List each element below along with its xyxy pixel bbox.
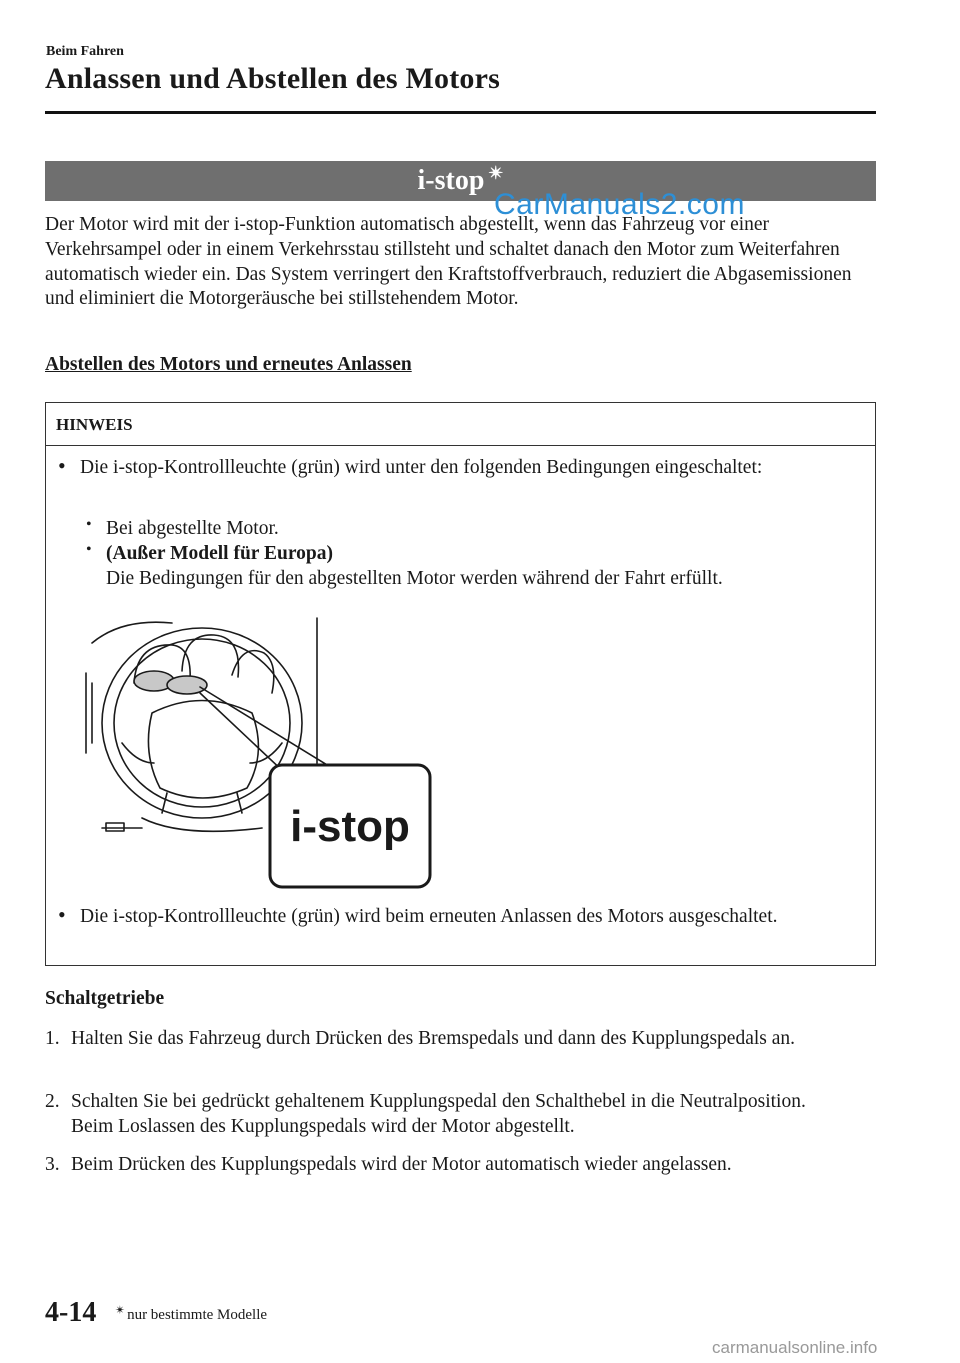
istop-indicator-glow	[167, 676, 207, 694]
airbag-hub	[148, 701, 258, 799]
note-bullet-1: Die i-stop-Kontrollleuchte (grün) wird unter den folgenden Bedingungen eingeschaltet:	[80, 457, 763, 478]
steering-wheel-inner	[114, 639, 290, 807]
page-number: 4-14	[45, 1297, 97, 1328]
footnote	[115, 1303, 268, 1324]
dash-line	[92, 622, 172, 643]
title-rule	[45, 111, 876, 114]
spoke-lower	[237, 793, 242, 813]
spoke-right	[250, 743, 282, 763]
step-1	[45, 1027, 835, 1077]
dash-line	[142, 818, 262, 831]
bullet-icon: •	[58, 902, 66, 927]
note-box	[45, 402, 876, 966]
step-text: Beim Drücken des Kupplungspedals wird der Motor automatisch wieder angelassen.	[71, 1154, 732, 1175]
spoke-lower	[162, 793, 167, 813]
note-sub-bullet-1: Bei abgestellte Motor.	[106, 518, 279, 539]
section-banner	[45, 161, 876, 201]
note-sub-bullet-2	[106, 542, 846, 592]
intro-paragraph: Der Motor wird mit der i-stop-Funktion automatisch abgestellt, wenn das Fahrzeug vor einer Verkehrsampel oder in einem Verkehrsstau stillsteht und schaltet danach den Motor zum Weiterfahren automatisch wieder ein. Das System verringert den Kraftstoffverbrauch, reduziert die Abgasemissionen und eliminiert die Motorgeräusche bei stillstehendem Motor.	[45, 214, 852, 310]
banner-title: i-stop	[417, 165, 485, 196]
note-label: HINWEIS	[56, 415, 133, 434]
section-label: Beim Fahren	[46, 44, 124, 59]
dashboard-illustration	[82, 613, 442, 893]
schaltgetriebe-heading: Schaltgetriebe	[45, 988, 165, 1009]
page-title: Anlassen und Abstellen des Motors	[45, 62, 501, 95]
sub-bullet-2-heading: (Außer Modell für Europa)	[106, 543, 333, 564]
step-3	[45, 1153, 865, 1179]
step-number: 2.	[45, 1091, 60, 1112]
optional-feature-star-icon: ✴	[488, 162, 504, 183]
sub-bullet-2-text: Die Bedingungen für den abgestellten Motor werden während der Fahrt erfüllt.	[106, 567, 723, 589]
watermark-bottom[interactable]: carmanualsonline.info	[712, 1338, 878, 1357]
footnote-text: nur bestimmte Modelle	[127, 1307, 268, 1323]
step-number: 1.	[45, 1028, 60, 1049]
note-bullet-2: Die i-stop-Kontrollleuchte (grün) wird beim erneuten Anlassen des Motors ausgeschaltet.	[80, 906, 778, 927]
step-text: Schalten Sie bei gedrückt gehaltenem Kupplungspedal den Schalthebel in die Neutralposition. Beim Loslassen des Kupplungspedals wird der Motor abgestellt.	[71, 1091, 806, 1137]
dash-vent	[106, 823, 124, 831]
note-header	[46, 403, 875, 446]
footnote-star-icon: ✴	[115, 1303, 126, 1317]
sub-bullet-icon: •	[86, 541, 92, 558]
watermark-top[interactable]: CarManuals2.com	[494, 188, 745, 221]
subheading: Abstellen des Motors und erneutes Anlassen	[45, 354, 412, 375]
bullet-icon: •	[58, 453, 66, 478]
sub-bullet-icon: •	[86, 516, 92, 533]
step-2	[45, 1090, 835, 1140]
istop-callout-label: i-stop	[290, 802, 410, 851]
step-number: 3.	[45, 1154, 60, 1175]
step-text: Halten Sie das Fahrzeug durch Drücken des Bremspedals und dann des Kupplungspedals an.	[71, 1028, 796, 1049]
